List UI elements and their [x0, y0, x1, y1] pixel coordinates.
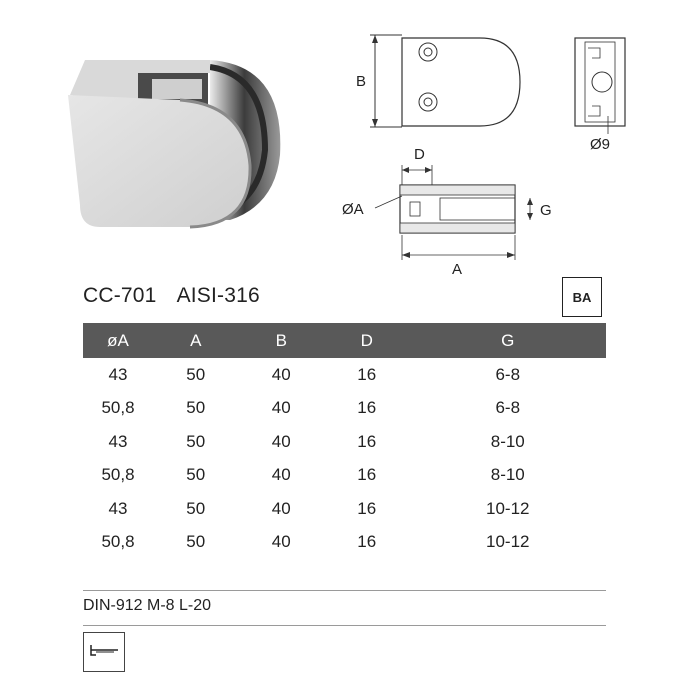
- side-view-drawing: [560, 30, 640, 160]
- product-title: [83, 284, 260, 308]
- table-cell: 50: [186, 498, 206, 518]
- table-cell: 43: [108, 431, 128, 451]
- table-cell: 16: [357, 364, 377, 384]
- table-cell: 8-10: [490, 465, 525, 485]
- table-row: [83, 526, 606, 560]
- divider: [83, 590, 606, 591]
- table-cell: 40: [271, 532, 291, 552]
- table-cell: 40: [271, 431, 291, 451]
- table-cell: 16: [357, 465, 377, 485]
- table-cell: 40: [271, 364, 291, 384]
- dim-label-oa: ØA: [342, 201, 364, 218]
- table-cell: 50: [186, 532, 206, 552]
- table-cell: 50,8: [101, 532, 135, 552]
- product-code: CC-701: [83, 284, 157, 307]
- dimensions-table: [83, 323, 606, 559]
- front-view-drawing: [340, 30, 540, 140]
- table-row: [83, 459, 606, 493]
- table-cell: 50: [186, 364, 206, 384]
- table-cell: 50: [186, 431, 206, 451]
- table-cell: 40: [271, 498, 291, 518]
- table-cell: 6-8: [495, 364, 521, 384]
- table-row: [83, 425, 606, 459]
- allen-key-icon: [83, 632, 125, 672]
- table-cell: 8-10: [490, 431, 525, 451]
- column-header-g: G: [410, 323, 607, 358]
- screw-spec: DIN-912 M-8 L-20: [83, 597, 212, 614]
- glass-clamp-photo: [60, 55, 290, 235]
- table-cell: 16: [357, 398, 377, 418]
- table-cell: 10-12: [486, 532, 530, 552]
- table-cell: 50: [186, 398, 206, 418]
- table-cell: 43: [108, 364, 128, 384]
- column-header-b: B: [239, 323, 325, 358]
- dim-label-hole: Ø9: [590, 136, 611, 153]
- table-cell: 16: [357, 431, 377, 451]
- column-header-oa: øA: [83, 323, 153, 358]
- table-cell: 50,8: [101, 465, 135, 485]
- dim-label-d: D: [414, 146, 425, 163]
- product-material: AISI-316: [176, 284, 260, 307]
- section-view-drawing: [330, 140, 570, 280]
- table-cell: 16: [357, 498, 377, 518]
- table-cell: 40: [271, 398, 291, 418]
- table-row: [83, 492, 606, 526]
- table-cell: 10-12: [486, 498, 530, 518]
- table-header-row: [83, 323, 606, 358]
- table-row: [83, 358, 606, 392]
- column-header-d: D: [324, 323, 410, 358]
- table-cell: 6-8: [495, 398, 521, 418]
- finish-badge: BA: [562, 277, 602, 317]
- divider: [83, 625, 606, 626]
- table-cell: 50: [186, 465, 206, 485]
- dim-label-g: G: [540, 202, 552, 219]
- dim-label-b: B: [356, 73, 367, 90]
- table-row: [83, 392, 606, 426]
- column-header-a: A: [153, 323, 239, 358]
- table-cell: 40: [271, 465, 291, 485]
- table-cell: 16: [357, 532, 377, 552]
- table-cell: 43: [108, 498, 128, 518]
- dim-label-a: A: [452, 261, 463, 278]
- table-cell: 50,8: [101, 398, 135, 418]
